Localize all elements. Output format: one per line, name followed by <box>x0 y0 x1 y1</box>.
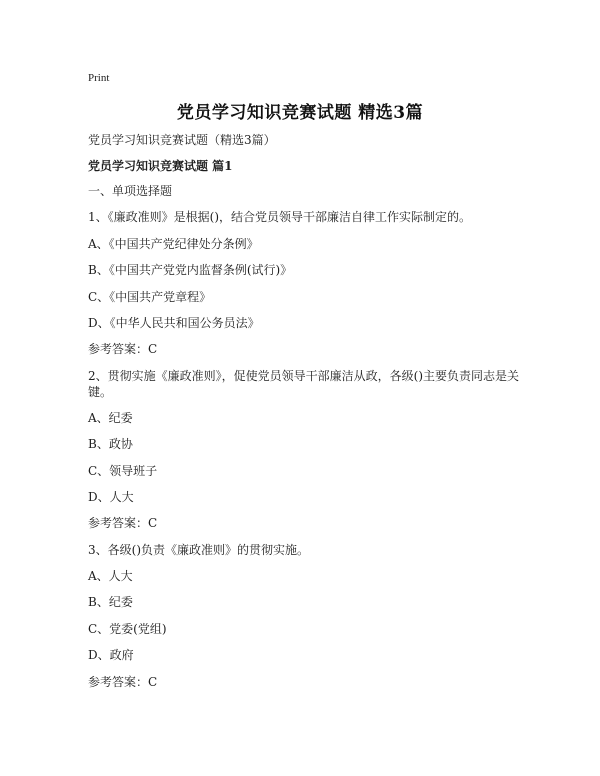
question-3-option-b: B、纪委 <box>88 595 133 610</box>
question-2-stem: 2、贯彻实施《廉政准则》，促使党员领导干部廉洁从政，各级()主要负责同志是关键。 <box>88 368 520 399</box>
part-heading: 一、单项选择题 <box>88 184 173 198</box>
question-2-option-c: C、领导班子 <box>88 463 158 478</box>
question-1-option-d: D、《中华人民共和国公务员法》 <box>88 315 260 330</box>
question-2-answer: 参考答案：C <box>88 516 158 531</box>
document-body <box>88 132 528 700</box>
question-1-option-c: C、《中国共产党章程》 <box>88 289 212 304</box>
document-title: 党员学习知识竞赛试题 精选3篇 <box>176 103 424 123</box>
question-1-answer: 参考答案：C <box>88 342 158 357</box>
question-2-option-b: B、政协 <box>88 437 133 452</box>
question-3-option-c: C、党委(党组) <box>88 621 167 636</box>
question-3-answer: 参考答案：C <box>88 674 158 689</box>
question-1-option-b: B、《中国共产党党内监督条例(试行)》 <box>88 263 293 278</box>
section-heading: 党员学习知识竞赛试题 篇1 <box>88 159 233 173</box>
question-3-option-d: D、政府 <box>88 648 134 663</box>
question-2-option-a: A、纪委 <box>88 410 133 425</box>
question-1-option-a: A、《中国共产党纪律处分条例》 <box>88 236 259 251</box>
print-label: Print <box>88 72 110 84</box>
question-3-option-a: A、人大 <box>88 569 133 584</box>
question-1-stem: 1、《廉政准则》是根据()，结合党员领导干部廉洁自律工作实际制定的。 <box>88 210 472 225</box>
question-2-option-d: D、人大 <box>88 489 134 504</box>
question-3-stem: 3、各级()负责《廉政准则》的贯彻实施。 <box>88 542 309 557</box>
document-subtitle: 党员学习知识竞赛试题（精选3篇） <box>88 133 276 147</box>
